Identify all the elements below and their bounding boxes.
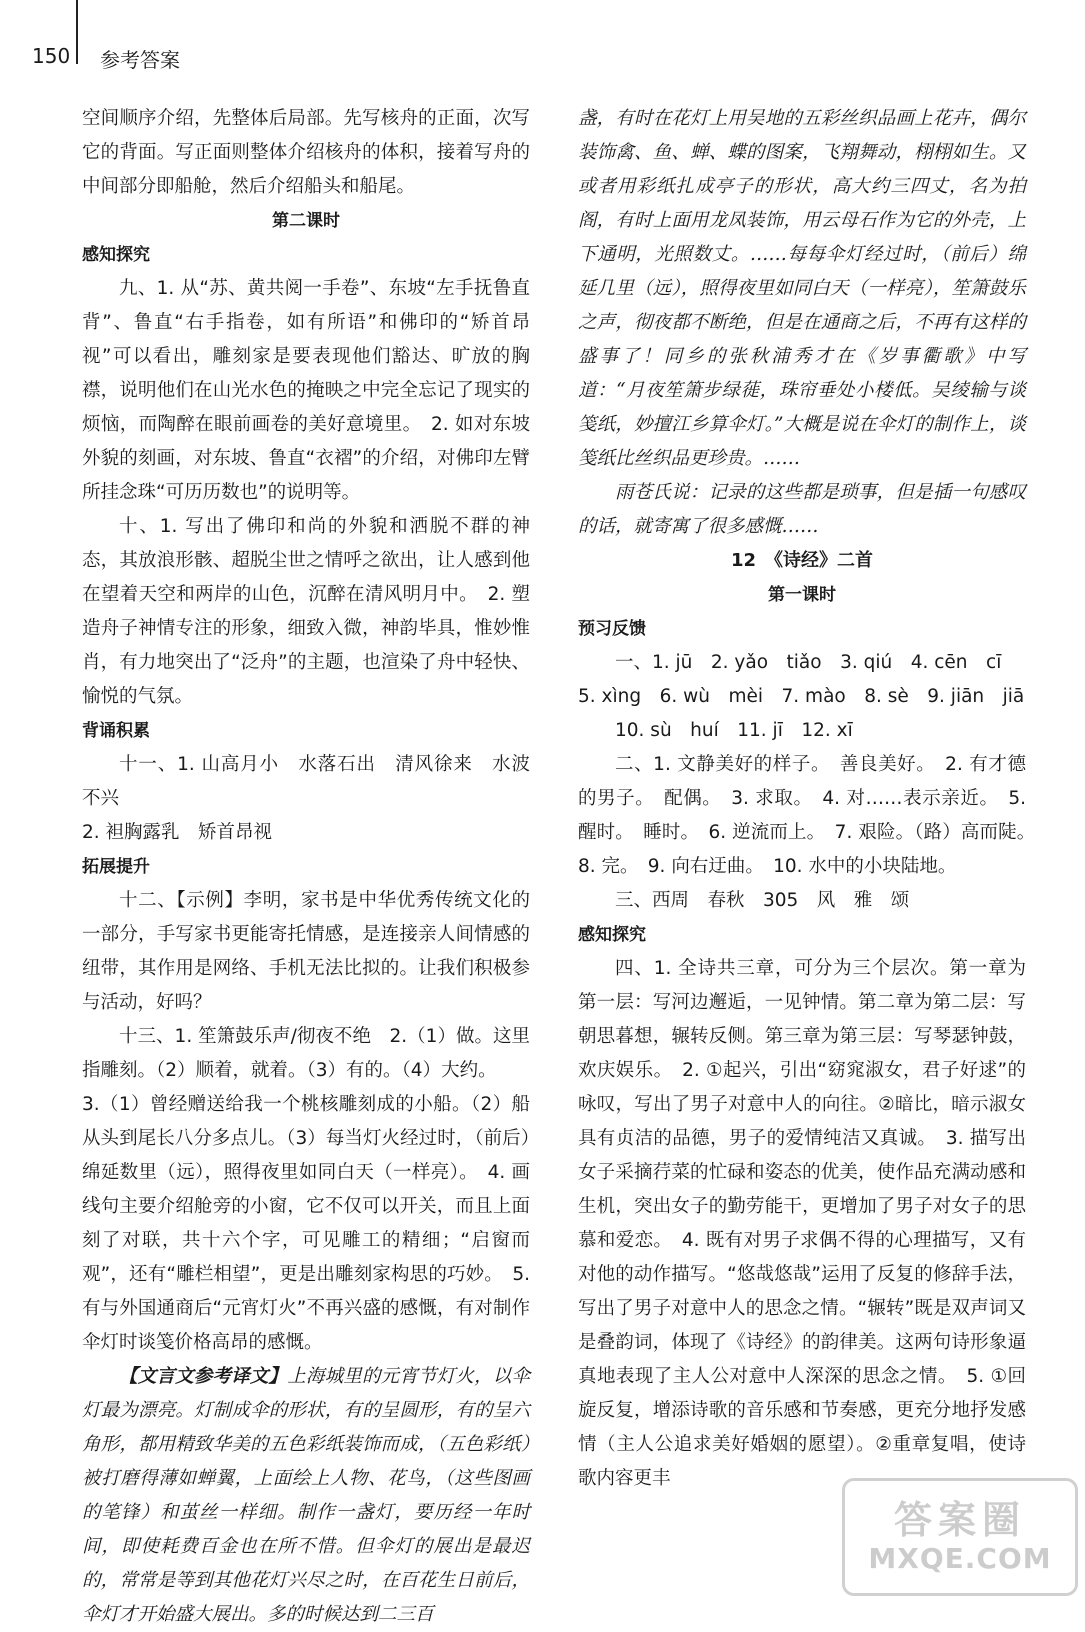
section-preview-heading: 预习反馈 bbox=[578, 619, 646, 639]
answer-13-part2: 3.（1）曾经赠送给我一个桃核雕刻成的小船。（2）船从头到尾长八分多点儿。（3）每当灯火经过时，（前后）绵延数里（远），照得夜里如同白天（一样亮）。 4. 画线句主要介绍舱旁的小窗，它不仅可以开关，而且上面刻了对联，共十六个字，可见雕工的精细；“启窗而观”，还有“雕栏相望”，更是出雕刻家构思的巧妙。 5. 有与外国通商后“元宵灯火”不再兴盛的感慨，有对制作伞灯时谈笺价格高昂的感慨。 bbox=[82, 1094, 530, 1353]
lesson-1-heading: 第一课时 bbox=[768, 585, 836, 605]
pinyin-answers-line2: 5. xìng 6. wù mèi 7. mào 8. sè 9. jiān jiā bbox=[578, 686, 1025, 707]
watermark-cn: 答案圈 bbox=[893, 1498, 1026, 1542]
section-recite-heading: 背诵积累 bbox=[82, 721, 150, 741]
section-extend-heading: 拓展提升 bbox=[82, 857, 150, 877]
left-column bbox=[82, 102, 530, 1632]
pinyin-answers-line3: 10. sù huí 11. jī 12. xī bbox=[615, 720, 853, 741]
header-rule bbox=[76, 0, 78, 64]
watermark-en: MXQE.COM bbox=[868, 1542, 1052, 1575]
answer-2: 二、1. 文静美好的样子。 善良美好。 2. 有才德的男子。 配偶。 3. 求取。 4. 对……表示亲近。 5. 醒时。 睡时。 6. 逆流而上。 7. 艰险。（路）高而陡。 8. 完。 9. 向右迂曲。 10. 水中的小块陆地。 bbox=[578, 754, 1045, 877]
lesson-2-heading: 第二课时 bbox=[272, 211, 340, 231]
answer-11-part2: 2. 袒胸露乳 矫首昂视 bbox=[82, 822, 273, 843]
watermark-logo bbox=[842, 1478, 1078, 1596]
answer-11-part1: 十一、1. 山高月小 水落石出 清风徐来 水波不兴 bbox=[82, 754, 530, 809]
answer-4: 四、1. 全诗共三章，可分为三个层次。第一章为第一层：写河边邂逅，一见钟情。第二章为第二层：写朝思暮想，辗转反侧。第三章为第三层：写琴瑟钟鼓，欢庆娱乐。 2. ①起兴，引出“窈窕淑女，君子好逑”的咏叹，写出了男子对意中人的向往。②暗比，暗示淑女具有贞洁的品德，男子的爱情纯洁又真诚。 3. 描写出女子采摘荇菜的忙碌和姿态的优美，使作品充满动感和生机，突出女子的勤劳能干，更增加了男子对女子的思慕和爱恋。 4. 既有对男子求偶不得的心理描写，又有对他的动作描写。“悠哉悠哉”运用了反复的修辞手法，写出了男子对意中人的思念之情。“辗转”既是双声词又是叠韵词，体现了《诗经》的韵律美。这两句诗形象逼真地表现了主人公对意中人深深的思念之情。 5. ①回旋反复，增添诗歌的音乐感和节奏感，更充分地抒发感情（主人公追求美好婚姻的愿望）。②重章复唱，使诗歌内容更丰 bbox=[578, 958, 1026, 1489]
answer-9: 九、1. 从“苏、黄共阅一手卷”、东坡“左手抚鲁直背”、鲁直“右手指卷，如有所语”和佛印的“矫首昂视”可以看出，雕刻家是要表现他们豁达、旷放的胸襟，说明他们在山光水色的掩映之中完全忘记了现实的烦恼，而陶醉在眼前画卷的美好意境里。 2. 如对东坡外貌的刻画，对东坡、鲁直“衣褶”的介绍，对佛印左臂所挂念珠“可历历数也”的说明等。 bbox=[82, 278, 530, 503]
page-number: 150 bbox=[32, 44, 71, 68]
translation-closing: 雨苍氏说：记录的这些都是琐事，但是插一句感叹的话，就寄寓了很多感慨…… bbox=[578, 482, 1026, 537]
section-perceive-heading: 感知探究 bbox=[82, 245, 150, 265]
left-paragraph-continued: 空间顺序介绍，先整体后局部。先写核舟的正面，次写它的背面。写正面则整体介绍核舟的体积，接着写舟的中间部分即船舱，然后介绍船头和船尾。 bbox=[82, 108, 530, 197]
answer-12: 十二、【示例】李明，家书是中华优秀传统文化的一部分，手写家书更能寄托情感，是连接亲人间情感的纽带，其作用是网络、手机无法比拟的。让我们积极参与活动，好吗？ bbox=[82, 890, 530, 1013]
unit-title: 12 《诗经》二首 bbox=[730, 550, 874, 571]
translation-continued: 盏，有时在花灯上用吴地的五彩丝织品画上花卉，偶尔装饰禽、鱼、蝉、蝶的图案，飞翔舞动，栩栩如生。又或者用彩纸扎成亭子的形状，高大约三四丈，名为拍阁，有时上面用龙凤装饰，用云母石作为它的外壳，上下通明，光照数丈。……每每伞灯经过时，（前后）绵延几里（远），照得夜里如同白天（一样亮），笙箫鼓乐之声，彻夜都不断绝，但是在通商之后，不再有这样的盛事了！同乡的张秋浦秀才在《岁事衢歌》中写道：“月夜笙箫步绿蓰，珠帘垂处小楼低。吴绫输与谈笺纸，妙擅江乡算伞灯。”大概是说在伞灯的制作上，谈笺纸比丝织品更珍贵。…… bbox=[578, 108, 1026, 469]
section-perceive-heading-right: 感知探究 bbox=[578, 925, 646, 945]
right-column bbox=[578, 102, 1045, 1496]
answer-13-part1: 十三、1. 笙箫鼓乐声/彻夜不绝 2.（1）做。这里指雕刻。（2）顺着，就着。（3）有的。（4）大约。 bbox=[82, 1026, 530, 1081]
translation-text: 上海城里的元宵节灯火，以伞灯最为漂亮。灯制成伞的形状，有的呈圆形，有的呈六角形，都用精致华美的五色彩纸装饰而成，（五色彩纸）被打磨得薄如蝉翼，上面绘上人物、花鸟，（这些图画的笔锋）和茧丝一样细。制作一盏灯，要历经一年时间，即使耗费百金也在所不惜。但伞灯的展出是最迟的，常常是等到其他花灯兴尽之时，在百花生日前后，伞灯才开始盛大展出。多的时候达到二三百 bbox=[82, 1366, 530, 1625]
answer-3: 三、西周 春秋 305 风 雅 颂 bbox=[615, 890, 910, 911]
classical-translation bbox=[82, 1360, 530, 1632]
header-title: 参考答案 bbox=[100, 48, 180, 72]
pinyin-answers-line1: 一、1. jū 2. yǎo tiǎo 3. qiú 4. cēn cī bbox=[615, 652, 1002, 673]
translation-label: 【文言文参考译文】 bbox=[119, 1366, 288, 1387]
answer-10: 十、1. 写出了佛印和尚的外貌和洒脱不群的神态，其放浪形骸、超脱尘世之情呼之欲出，让人感到他在望着天空和两岸的山色，沉醉在清风明月中。 2. 塑造舟子神情专注的形象，细致入微，神韵毕具，惟妙惟肖，有力地突出了“泛舟”的主题，也渲染了舟中轻快、愉悦的气氛。 bbox=[82, 516, 530, 707]
